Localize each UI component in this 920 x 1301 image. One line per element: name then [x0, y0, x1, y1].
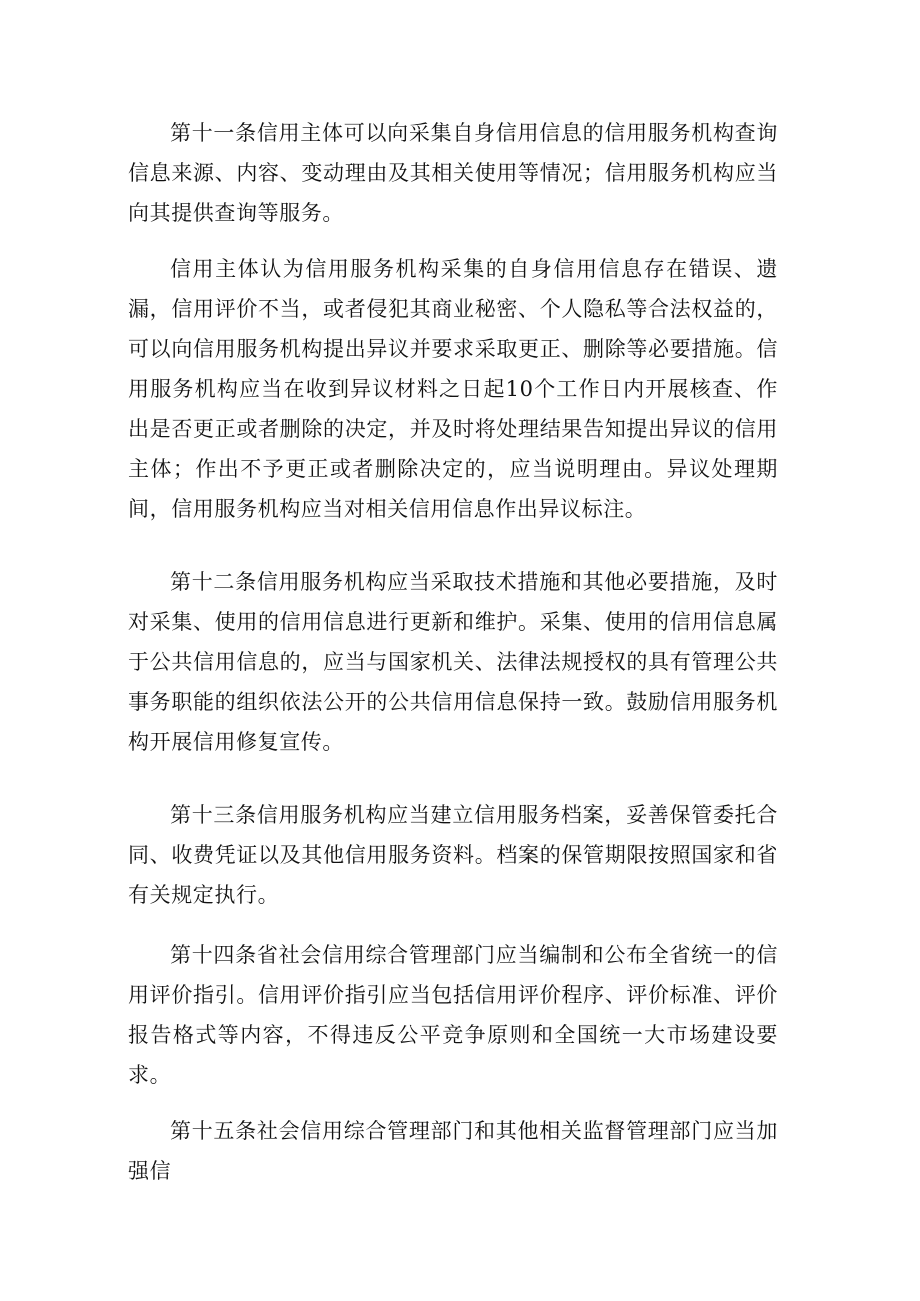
article-12-paragraph: 第十二条信用服务机构应当采取技术措施和其他必要措施，及时对采集、使用的信用信息进行更新和维护。采集、使用的信用信息属于公共信用信息的，应当与国家机关、法律法规授权的具有管理公共事务职能的组织依法公开的公共信用信息保持一致。鼓励信用服务机构开展信用修复宣传。 — [128, 570, 778, 754]
article-11-objection-paragraph: 信用主体认为信用服务机构采集的自身信用信息存在错误、遗漏，信用评价不当，或者侵犯其商业秘密、个人隐私等合法权益的，可以向信用服务机构提出异议并要求采取更正、删除等必要措施。信用服务机构应当在收到异议材料之日起10个工作日内开展核查、作出是否更正或者删除的决定，并及时将处理结果告知提出异议的信用主体；作出不予更正或者删除决定的，应当说明理由。异议处理期间，信用服务机构应当对相关信用信息作出异议标注。 — [128, 257, 778, 521]
article-11-paragraph: 第十一条信用主体可以向采集自身信用信息的信用服务机构查询信息来源、内容、变动理由及其相关使用等情况；信用服务机构应当向其提供查询等服务。 — [128, 121, 778, 225]
article-15-paragraph: 第十五条社会信用综合管理部门和其他相关监督管理部门应当加强信 — [128, 1119, 778, 1183]
article-14-paragraph: 第十四条省社会信用综合管理部门应当编制和公布全省统一的信用评价指引。信用评价指引应当包括信用评价程序、评价标准、评价报告格式等内容，不得违反公平竞争原则和全国统一大市场建设要求。 — [128, 943, 778, 1087]
document-body — [128, 113, 778, 1191]
article-13-paragraph: 第十三条信用服务机构应当建立信用服务档案，妥善保管委托合同、收费凭证以及其他信用服务资料。档案的保管期限按照国家和省有关规定执行。 — [128, 803, 778, 907]
